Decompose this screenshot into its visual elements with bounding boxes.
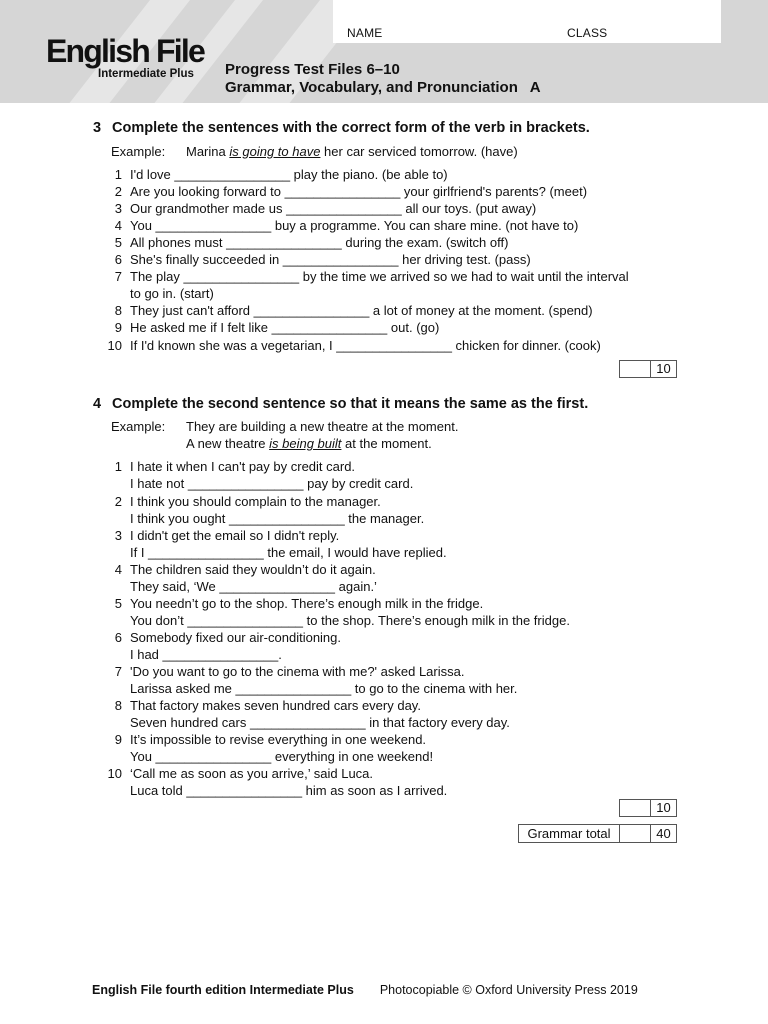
name-label: NAME xyxy=(347,26,383,40)
s4-item-4-a: 4 The children said they wouldn’t do it again. xyxy=(114,562,376,577)
s4-item-4-b: They said, ‘We ________________ again.’ xyxy=(130,579,377,594)
section-3-score-box xyxy=(619,360,677,378)
section-3-score-total: 10 xyxy=(656,361,671,376)
s4-item-8-a: 8 That factory makes seven hundred cars every day. xyxy=(114,698,421,713)
section-3-number: 3 xyxy=(93,120,102,136)
s4-item-10-a: 10 ‘Call me as soon as you arrive,’ said Luca. xyxy=(107,766,374,781)
s3-item-5: 5 All phones must ________________ during the exam. (switch off) xyxy=(114,235,509,250)
test-title-line2: Grammar, Vocabulary, and Pronunciation A xyxy=(225,79,541,96)
section-4-number: 4 xyxy=(93,396,102,412)
example-label: Example: xyxy=(111,419,166,434)
section-3-instruction: Complete the sentences with the correct form of the verb in brackets. xyxy=(112,120,590,136)
s3-item-8: 8 They just can't afford ________________ a lot of money at the moment. (spend) xyxy=(114,303,593,318)
class-label: CLASS xyxy=(567,26,608,40)
s3-item-10: 10 If I'd known she was a vegetarian, I ________________ chicken for dinner. (cook) xyxy=(107,338,601,353)
page-header xyxy=(0,0,768,103)
s4-item-2-b: I think you ought ________________ the manager. xyxy=(130,511,425,526)
s3-item-1: 1 I'd love ________________ play the piano. (be able to) xyxy=(114,167,448,182)
s4-item-9-a: 9 It’s impossible to revise everything in one weekend. xyxy=(114,732,427,747)
grammar-total-entry-field[interactable] xyxy=(620,825,651,842)
footer-copyright: Photocopiable © Oxford University Press 2019 xyxy=(379,983,638,997)
name-class-box xyxy=(333,0,721,43)
section-4-score-box xyxy=(619,799,677,817)
s3-item-2: 2 Are you looking forward to ________________ your girlfriend's parents? (meet) xyxy=(114,184,588,199)
s4-item-6-b: I had ________________. xyxy=(130,647,282,662)
s4-item-2-a: 2 I think you should complain to the manager. xyxy=(114,494,381,509)
score-entry-field[interactable] xyxy=(620,800,651,816)
grammar-total-value: 40 xyxy=(656,826,671,841)
s4-item-8-b: Seven hundred cars ________________ in that factory every day. xyxy=(130,715,510,730)
s4-item-3-b: If I ________________ the email, I would have replied. xyxy=(130,545,447,560)
example-text-before: Marina xyxy=(186,144,230,159)
test-title xyxy=(225,61,541,97)
section-4-title xyxy=(93,396,588,412)
s3-item-4: 4 You ________________ buy a programme. You can share mine. (not have to) xyxy=(114,218,579,233)
s3-item-6: 6 She's finally succeeded in ________________ her driving test. (pass) xyxy=(114,252,531,267)
example-answer: is being built xyxy=(269,436,342,451)
s3-item-3: 3 Our grandmother made us ________________ all our toys. (put away) xyxy=(114,201,537,216)
section-3-example xyxy=(111,144,518,159)
s4-item-5-b: You don’t ________________ to the shop. There’s enough milk in the fridge. xyxy=(130,613,570,628)
grammar-total-label: Grammar total xyxy=(519,825,620,842)
test-title-line1: Progress Test Files 6–10 xyxy=(225,61,400,78)
logo-title: English File xyxy=(46,33,204,69)
s3-item-7: 7 The play ________________ by the time we arrived so we had to wait until the interval xyxy=(114,269,629,284)
example-answer: is going to have xyxy=(229,144,321,159)
s4-item-5-a: 5 You needn’t go to the shop. There’s enough milk in the fridge. xyxy=(114,596,484,611)
s4-item-3-a: 3 I didn't get the email so I didn't reply. xyxy=(114,528,340,543)
footer-edition: English File fourth edition Intermediate Plus xyxy=(92,983,354,997)
s3-item-7-cont: to go in. (start) xyxy=(130,286,214,301)
score-entry-field[interactable] xyxy=(620,361,651,377)
section-4-instruction: Complete the second sentence so that it means the same as the first. xyxy=(112,396,589,412)
grammar-total-box xyxy=(518,824,677,843)
s4-item-7-b: Larissa asked me ________________ to go to the cinema with her. xyxy=(130,681,518,696)
s4-item-1-a: 1 I hate it when I can't pay by credit card. xyxy=(114,459,356,474)
section-4-score-total: 10 xyxy=(656,800,671,815)
s3-item-9: 9 He asked me if I felt like ________________ out. (go) xyxy=(114,320,440,335)
section-4-example-line1: Example: They are building a new theatre at the moment. xyxy=(111,419,459,434)
s4-item-7-a: 7 'Do you want to go to the cinema with me?' asked Larissa. xyxy=(114,664,465,679)
example-label: Example: xyxy=(111,144,166,159)
page-footer xyxy=(92,983,638,997)
s4-item-9-b: You ________________ everything in one weekend! xyxy=(130,749,434,764)
s4-item-6-a: 6 Somebody fixed our air-conditioning. xyxy=(114,630,342,645)
example-text-after: her car serviced tomorrow. (have) xyxy=(320,144,518,159)
section-4-example-line2: A new theatre is being built at the moment. xyxy=(186,436,432,451)
logo-subtitle: Intermediate Plus xyxy=(98,68,194,80)
s4-item-10-b: Luca told ________________ him as soon as I arrived. xyxy=(130,783,448,798)
s4-item-1-b: I hate not ________________ pay by credit card. xyxy=(130,476,414,491)
section-3-title xyxy=(93,120,590,136)
